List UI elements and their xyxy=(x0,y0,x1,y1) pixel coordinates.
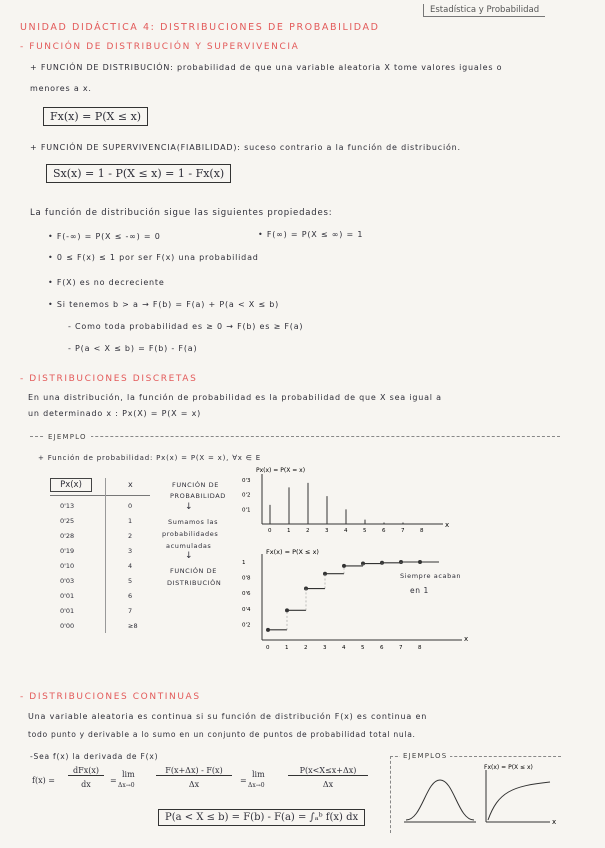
discrete-definition-cont: un determinado x : Px(X) = P(X = x) xyxy=(28,409,202,418)
derivative-intro: -Sea f(x) la derivada de F(x) xyxy=(30,752,159,761)
table-cell-px: 0'10 xyxy=(60,562,75,570)
cdf-x-tick: 3 xyxy=(323,645,327,651)
cdf-x-tick: 8 xyxy=(418,645,422,651)
pmf-x-tick: 5 xyxy=(363,528,367,534)
surv-formula-box: Sx(x) = 1 - P(X ≤ x) = 1 - Fx(x) xyxy=(46,164,231,183)
pmf-x-tick: 1 xyxy=(287,528,291,534)
pmf-x-tick: 8 xyxy=(420,528,424,534)
table-cell-x: 1 xyxy=(128,517,133,525)
dist-formula-box: Fx(x) = P(X ≤ x) xyxy=(43,107,148,126)
cdf-y-tick: 0'4 xyxy=(242,606,251,613)
prop-minus-inf: • F(-∞) = P(X ≤ -∞) = 0 xyxy=(48,232,161,241)
table-cell-x: 5 xyxy=(128,577,133,585)
cdf-x-tick: 4 xyxy=(342,645,346,651)
table-cell-x: 7 xyxy=(128,607,133,615)
arrow-down-icon: ↓ xyxy=(185,502,193,512)
cdf-title: Fx(x) = P(X ≤ x) xyxy=(266,548,319,556)
table-cell-x: ≥8 xyxy=(128,622,138,630)
table-cell-px: 0'28 xyxy=(60,532,75,540)
cdf-x-tick: 1 xyxy=(285,645,289,651)
cdf-y-tick: 0'6 xyxy=(242,591,251,598)
table-cell-x: 3 xyxy=(128,547,133,555)
prob-function-line: + Función de probabilidad: Px(x) = P(X = x), ∀x ∈ E xyxy=(38,454,261,462)
prop-interval: • Si tenemos b > a → F(b) = F(a) + P(a < X ≤ b) xyxy=(48,300,280,309)
pmf-x-label: x xyxy=(445,521,450,529)
continuous-definition-cont: todo punto y derivable a lo sumo en un conjunto de puntos de probabilidad total nula. xyxy=(28,730,416,739)
prop-plus-inf: • F(∞) = P(X ≤ ∞) = 1 xyxy=(258,230,364,239)
prop-difference: - P(a < X ≤ b) = F(b) - F(a) xyxy=(68,344,198,353)
table-cell-x: 4 xyxy=(128,562,133,570)
examples-label: EJEMPLOS xyxy=(400,752,450,760)
table-cell-px: 0'19 xyxy=(60,547,75,555)
cdf-x-label: x xyxy=(464,635,469,643)
table-cell-px: 0'03 xyxy=(60,577,75,585)
cdf-x-tick: 7 xyxy=(399,645,403,651)
section-heading-discretas: - DISTRIBUCIONES DISCRETAS xyxy=(20,374,198,384)
prop-monotone: • F(X) es no decreciente xyxy=(48,278,165,287)
cdf-x-tick: 0 xyxy=(266,645,270,651)
prop-bounds: • 0 ≤ F(x) ≤ 1 por ser F(x) una probabilidad xyxy=(48,253,259,262)
table-cell-x: 0 xyxy=(128,502,133,510)
flow-sum-1: Sumamos las xyxy=(168,518,219,526)
cdf-x-tick: 6 xyxy=(380,645,384,651)
probability-table xyxy=(50,478,150,633)
dist-definition: + FUNCIÓN DE DISTRIBUCIÓN: probabilidad de que una variable aleatoria X tome valores iguales o xyxy=(30,63,503,72)
page-title: UNIDAD DIDÁCTICA 4: DISTRIBUCIONES DE PROBABILIDAD xyxy=(20,22,380,33)
cdf-y-tick: 0'2 xyxy=(242,622,251,629)
bell-curve xyxy=(406,780,474,820)
surv-definition: + FUNCIÓN DE SUPERVIVENCIA(FIABILIDAD): suceso contrario a la función de distribución. xyxy=(30,143,461,152)
pmf-y-tick: 0'1 xyxy=(242,507,251,514)
cdf-point xyxy=(266,628,270,632)
flow-dist-1: FUNCIÓN DE xyxy=(170,567,217,575)
table-cell-px: 0'01 xyxy=(60,592,75,600)
table-cell-x: 2 xyxy=(128,532,133,540)
dist-definition-cont: menores a x. xyxy=(30,84,92,93)
examples-cdf-label: Fx(x) = P(X ≤ x) xyxy=(484,764,533,771)
table-header-px: Px(x) xyxy=(50,478,92,492)
cdf-point xyxy=(342,564,346,568)
pmf-x-tick: 4 xyxy=(344,528,348,534)
table-cell-px: 0'13 xyxy=(60,502,75,510)
cdf-y-tick: 0'8 xyxy=(242,575,251,582)
examples-sketch xyxy=(400,762,560,828)
flow-dist-2: DISTRIBUCIÓN xyxy=(167,579,222,587)
cdf-x-tick: 2 xyxy=(304,645,308,651)
pmf-x-tick: 6 xyxy=(382,528,386,534)
discrete-definition: En una distribución, la función de probabilidad es la probabilidad de que X sea igual a xyxy=(28,393,442,402)
cdf-x-tick: 5 xyxy=(361,645,365,651)
pmf-x-tick: 0 xyxy=(268,528,272,534)
pmf-x-tick: 7 xyxy=(401,528,405,534)
table-cell-px: 0'25 xyxy=(60,517,75,525)
pmf-y-tick: 0'2 xyxy=(242,492,251,499)
example-label: EJEMPLO xyxy=(44,433,91,441)
subject-tag: Estadística y Probabilidad xyxy=(423,4,545,17)
example-divider xyxy=(30,436,560,437)
flow-sum-2: probabilidades xyxy=(162,530,219,538)
prop-nonneg: - Como toda probabilidad es ≥ 0 → F(b) es ≥ F(a) xyxy=(68,322,304,331)
chart-annotation-2: en 1 xyxy=(410,586,429,595)
table-header-x: x xyxy=(128,480,133,489)
table-cell-px: 0'01 xyxy=(60,607,75,615)
cdf-point xyxy=(285,608,289,612)
section-heading-distribucion: - FUNCIÓN DE DISTRIBUCIÓN Y SUPERVIVENCIA xyxy=(20,42,300,52)
pmf-y-tick: 0'3 xyxy=(242,478,251,484)
discrete-charts xyxy=(240,462,469,652)
flow-prob-2: PROBABILIDAD xyxy=(170,492,226,500)
section-heading-continuas: - DISTRIBUCIONES CONTINUAS xyxy=(20,692,201,702)
integral-formula-box: P(a < X ≤ b) = F(b) - F(a) = ∫ₐᵇ f(x) dx xyxy=(158,809,365,826)
pmf-x-tick: 3 xyxy=(325,528,329,534)
cdf-curve xyxy=(488,782,550,820)
pmf-title: Px(x) = P(X = x) xyxy=(256,467,306,474)
examples-x-label: x xyxy=(552,818,557,826)
flow-sum-3: acumuladas xyxy=(166,542,212,550)
props-intro: La función de distribución sigue las siguientes propiedades: xyxy=(30,208,333,218)
table-cell-x: 6 xyxy=(128,592,133,600)
arrow-down-icon: ↓ xyxy=(185,551,193,561)
flow-prob-1: FUNCIÓN DE xyxy=(172,481,219,489)
pmf-x-tick: 2 xyxy=(306,528,310,534)
table-cell-px: 0'00 xyxy=(60,622,75,630)
cdf-y-tick: 1 xyxy=(242,560,246,566)
chart-annotation-1: Siempre acaban xyxy=(400,572,462,580)
continuous-definition: Una variable aleatoria es continua si su función de distribución F(x) es continua en xyxy=(28,712,428,721)
